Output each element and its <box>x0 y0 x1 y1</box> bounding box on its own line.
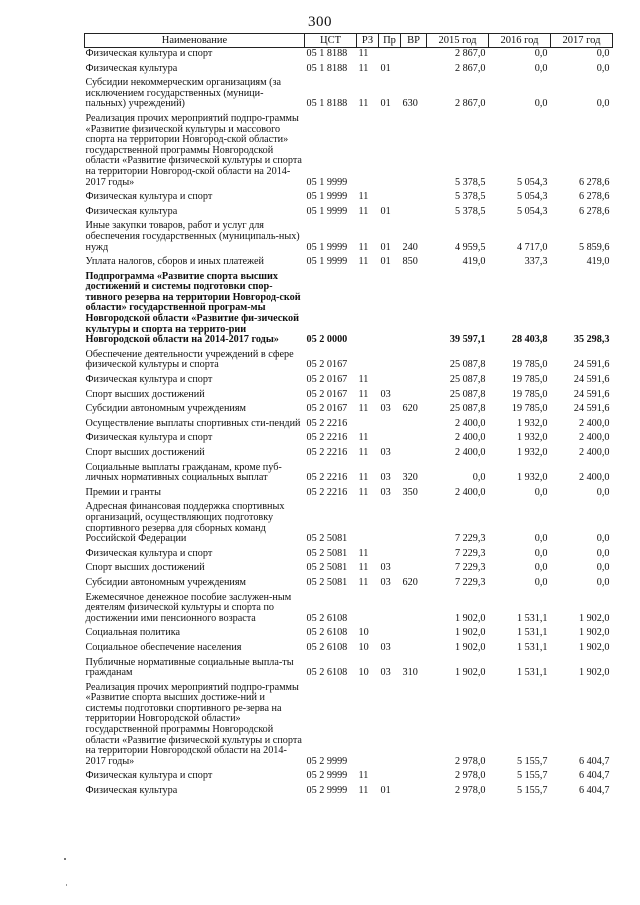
cell-pr <box>379 191 401 206</box>
cell-pr: 03 <box>380 667 391 679</box>
cell-2017: 0,0 <box>596 533 610 545</box>
table-row <box>85 77 613 113</box>
cell-rz: 11 <box>358 241 369 253</box>
cell-cst: 05 1 8188 <box>306 48 348 59</box>
cell-2017: 6 404,7 <box>578 785 610 797</box>
cell-name: Социальное обеспечение населения <box>85 641 242 653</box>
cell-cst: 05 2 0167 <box>306 403 348 415</box>
cell-vr <box>401 501 427 547</box>
cell-2016: 5 155,7 <box>516 755 548 767</box>
cell-rz: 11 <box>358 547 369 559</box>
cell-vr <box>401 349 427 374</box>
cell-rz: 11 <box>358 205 369 217</box>
cell-2016: 19 785,0 <box>511 388 548 400</box>
cell-pr: 03 <box>380 486 391 498</box>
cell-rz <box>357 113 379 191</box>
cell-name: Подпрограмма «Развитие спорта высших достижений и системы подготовки спор-тивного резерва на территории Новгород-ской области» государственной програм-мы Новгородской области «Развитие фи-зической культуры и спорта на террито-рии Новгородской области на 2014-2017 годы» <box>85 270 301 346</box>
cell-2015: 2 400,0 <box>454 417 486 429</box>
cell-vr: 850 <box>402 256 418 268</box>
cell-cst: 05 2 9999 <box>306 785 348 797</box>
cell-cst: 05 2 5081 <box>306 562 348 574</box>
cell-pr: 01 <box>380 62 391 74</box>
table-row <box>85 770 613 785</box>
table-row <box>85 487 613 502</box>
cell-pr <box>379 349 401 374</box>
cell-2017: 0,0 <box>596 547 610 559</box>
cell-2015: 25 087,8 <box>449 388 486 400</box>
cell-cst: 05 2 2216 <box>306 472 348 484</box>
cell-name: Иные закупки товаров, работ и услуг для обеспечения государственных (муниципаль-ных) нужд <box>85 220 300 253</box>
cell-name: Физическая культура и спорт <box>85 374 213 386</box>
cell-2015: 25 087,8 <box>449 403 486 415</box>
cell-name: Физическая культура и спорт <box>85 48 213 59</box>
cell-2017: 24 591,6 <box>573 388 610 400</box>
cell-2016: 5 054,3 <box>516 176 548 188</box>
cell-2017: 1 902,0 <box>578 641 610 653</box>
cell-2015: 39 597,1 <box>449 334 486 346</box>
cell-cst: 05 2 2216 <box>306 432 348 444</box>
cell-2017: 2 400,0 <box>578 447 610 458</box>
cell-vr <box>401 206 427 221</box>
cell-pr <box>379 418 401 433</box>
cell-cst: 05 2 5081 <box>306 576 348 588</box>
cell-vr <box>401 271 427 349</box>
cell-name: Уплата налогов, сборов и иных платежей <box>85 256 264 268</box>
cell-cst: 05 1 9999 <box>306 256 348 268</box>
cell-vr <box>401 627 427 642</box>
cell-vr: 240 <box>402 241 418 253</box>
cell-2016: 5 155,7 <box>516 770 548 782</box>
cell-2016: 0,0 <box>534 576 548 588</box>
cell-2017: 5 859,6 <box>578 241 610 253</box>
cell-name: Физическая культура и спорт <box>85 432 213 444</box>
table-row <box>85 206 613 221</box>
cell-pr <box>379 113 401 191</box>
cell-pr <box>379 374 401 389</box>
page-number: 300 <box>308 14 332 30</box>
cell-cst: 05 2 6108 <box>306 641 348 653</box>
scan-mark <box>64 858 66 860</box>
cell-name: Ежемесячное денежное пособие заслужен-ным деятелям физической культуры и спорта по достижении ими пенсионного возраста <box>85 591 292 624</box>
cell-2017: 35 298,3 <box>573 334 610 346</box>
cell-vr <box>401 63 427 78</box>
cell-name: Спорт высших достижений <box>85 562 205 574</box>
cell-2017: 0,0 <box>596 562 610 574</box>
table-row <box>85 462 613 487</box>
cell-pr <box>379 432 401 447</box>
cell-name: Реализация прочих мероприятий подпро-граммы «Развитие спорта высших достиже-ний и системы подготовки спортивного ре-зерва на территории Новгородской области» государственной программы Новгородской области «Развитие физической культуры и спорта на территории Новгородской области на 2014-2017 годы» <box>85 681 302 767</box>
cell-2017: 2 400,0 <box>578 472 610 484</box>
cell-rz: 11 <box>358 472 369 484</box>
cell-vr <box>401 770 427 785</box>
table-row <box>85 63 613 78</box>
cell-name: Физическая культура <box>85 62 178 74</box>
cell-cst: 05 1 8188 <box>306 98 348 110</box>
cell-2017: 419,0 <box>586 256 610 268</box>
cell-vr: 310 <box>402 667 418 679</box>
cell-2017: 0,0 <box>596 98 610 110</box>
table-row <box>85 113 613 191</box>
cell-name: Физическая культура и спорт <box>85 770 213 782</box>
cell-2015: 2 400,0 <box>454 432 486 444</box>
cell-pr <box>379 592 401 628</box>
cell-pr: 03 <box>380 562 391 574</box>
cell-2016: 5 054,3 <box>516 191 548 203</box>
cell-vr <box>401 432 427 447</box>
cell-rz: 10 <box>358 641 369 653</box>
cell-rz <box>357 592 379 628</box>
cell-cst: 05 2 9999 <box>306 770 348 782</box>
cell-rz: 11 <box>358 770 369 782</box>
cell-cst: 05 1 9999 <box>306 241 348 253</box>
cell-cst: 05 1 9999 <box>306 191 348 203</box>
cell-2017: 24 591,6 <box>573 403 610 415</box>
cell-name: Реализация прочих мероприятий подпро-граммы «Развитие физической культуры и массового спорта на территории Новгород-ской области» государственной программы Новгородской области «Развитие физической культуры и спорта на территории Новгород-ской области на 2014-2017 годы» <box>85 112 302 188</box>
cell-rz <box>357 271 379 349</box>
cell-2016: 1 932,0 <box>516 472 548 484</box>
cell-2015: 1 902,0 <box>454 667 486 679</box>
cell-rz: 10 <box>358 627 369 639</box>
table-row <box>85 271 613 349</box>
cell-2017: 6 404,7 <box>578 755 610 767</box>
cell-2017: 2 400,0 <box>578 432 610 444</box>
scan-mark <box>66 884 67 886</box>
table-row <box>85 374 613 389</box>
cell-2016: 0,0 <box>534 48 548 59</box>
cell-2017: 24 591,6 <box>573 359 610 371</box>
cell-2016: 19 785,0 <box>511 374 548 386</box>
cell-pr <box>379 548 401 563</box>
cell-vr <box>401 113 427 191</box>
header-cst: ЦСТ <box>305 34 357 48</box>
cell-2015: 2 867,0 <box>454 98 486 110</box>
cell-rz: 11 <box>358 447 369 458</box>
cell-cst: 05 2 2216 <box>306 447 348 458</box>
cell-pr: 03 <box>380 388 391 400</box>
cell-2015: 2 978,0 <box>454 755 486 767</box>
cell-2017: 6 278,6 <box>578 191 610 203</box>
cell-vr: 320 <box>402 472 418 484</box>
cell-cst: 05 2 6108 <box>306 667 348 679</box>
cell-2015: 5 378,5 <box>454 191 486 203</box>
cell-2016: 19 785,0 <box>511 403 548 415</box>
cell-2016: 28 403,8 <box>511 334 548 346</box>
cell-2017: 0,0 <box>596 486 610 498</box>
table-row <box>85 418 613 433</box>
table-row <box>85 657 613 682</box>
cell-cst: 05 1 9999 <box>306 176 348 188</box>
cell-2015: 419,0 <box>462 256 486 268</box>
cell-2016: 0,0 <box>534 486 548 498</box>
cell-rz: 10 <box>358 667 369 679</box>
table-body <box>85 48 613 800</box>
cell-rz: 11 <box>358 98 369 110</box>
cell-2015: 25 087,8 <box>449 359 486 371</box>
cell-rz: 11 <box>358 576 369 588</box>
cell-2017: 1 902,0 <box>578 667 610 679</box>
cell-2015: 7 229,3 <box>454 547 486 559</box>
cell-pr: 01 <box>380 785 391 797</box>
cell-cst: 05 2 0167 <box>306 374 348 386</box>
cell-rz: 11 <box>358 374 369 386</box>
cell-cst: 05 2 5081 <box>306 533 348 545</box>
cell-vr: 350 <box>402 486 418 498</box>
cell-cst: 05 2 0000 <box>306 334 348 346</box>
cell-2015: 1 902,0 <box>454 641 486 653</box>
cell-2017: 6 278,6 <box>578 176 610 188</box>
cell-vr: 620 <box>402 403 418 415</box>
cell-rz: 11 <box>358 388 369 400</box>
cell-vr: 630 <box>402 98 418 110</box>
cell-2016: 337,3 <box>524 256 548 268</box>
table-header-row <box>85 34 613 48</box>
cell-2016: 1 531,1 <box>516 667 548 679</box>
cell-2017: 2 400,0 <box>578 417 610 429</box>
cell-name: Обеспечение деятельности учреждений в сфере физической культуры и спорта <box>85 348 294 371</box>
cell-rz: 11 <box>358 191 369 203</box>
cell-2015: 2 400,0 <box>454 486 486 498</box>
cell-2015: 0,0 <box>472 472 486 484</box>
cell-rz: 11 <box>358 256 369 268</box>
cell-name: Субсидии автономным учреждениям <box>85 576 246 588</box>
cell-2017: 0,0 <box>596 576 610 588</box>
cell-name: Субсидии автономным учреждениям <box>85 403 246 415</box>
cell-2016: 0,0 <box>534 533 548 545</box>
budget-table <box>84 33 613 800</box>
table-row <box>85 592 613 628</box>
cell-rz: 11 <box>358 62 369 74</box>
cell-rz: 11 <box>358 403 369 415</box>
cell-rz <box>357 501 379 547</box>
table-row <box>85 548 613 563</box>
cell-pr: 03 <box>380 641 391 653</box>
cell-2015: 2 400,0 <box>454 447 486 458</box>
cell-pr: 01 <box>380 98 391 110</box>
table-row <box>85 349 613 374</box>
cell-vr <box>401 682 427 771</box>
cell-vr <box>401 191 427 206</box>
cell-name: Премии и гранты <box>85 486 161 498</box>
cell-2015: 5 378,5 <box>454 176 486 188</box>
table-row <box>85 432 613 447</box>
cell-2015: 4 959,5 <box>454 241 486 253</box>
cell-vr <box>401 548 427 563</box>
table-row <box>85 682 613 771</box>
cell-name: Физическая культура <box>85 205 178 217</box>
cell-2015: 7 229,3 <box>454 533 486 545</box>
cell-2015: 1 902,0 <box>454 612 486 624</box>
cell-vr <box>401 642 427 657</box>
cell-cst: 05 1 9999 <box>306 205 348 217</box>
cell-pr: 03 <box>380 576 391 588</box>
cell-cst: 05 2 0167 <box>306 359 348 371</box>
cell-name: Спорт высших достижений <box>85 388 205 400</box>
cell-pr <box>379 271 401 349</box>
cell-name: Осуществление выплаты спортивных сти-пендий <box>85 417 301 429</box>
header-2016: 2016 год <box>489 34 551 48</box>
cell-2015: 7 229,3 <box>454 562 486 574</box>
cell-name: Физическая культура и спорт <box>85 191 213 203</box>
cell-name: Субсидии некоммерческим организациям (за исключением государственных (муници-пальных) учреждений) <box>85 77 282 110</box>
cell-vr: 620 <box>402 576 418 588</box>
table-row <box>85 577 613 592</box>
cell-2016: 19 785,0 <box>511 359 548 371</box>
cell-rz <box>357 349 379 374</box>
table-row <box>85 562 613 577</box>
cell-cst: 05 2 2216 <box>306 417 348 429</box>
table-row <box>85 642 613 657</box>
table-row <box>85 627 613 642</box>
cell-pr <box>379 501 401 547</box>
table-row <box>85 403 613 418</box>
cell-rz <box>357 418 379 433</box>
cell-vr <box>401 418 427 433</box>
cell-pr: 03 <box>380 447 391 458</box>
cell-name: Социальные выплаты гражданам, кроме пуб-личных нормативных социальных выплат <box>85 461 282 484</box>
cell-2016: 1 531,1 <box>516 627 548 639</box>
cell-2016: 0,0 <box>534 562 548 574</box>
cell-pr <box>379 770 401 785</box>
cell-rz: 11 <box>358 432 369 444</box>
cell-2015: 7 229,3 <box>454 576 486 588</box>
cell-vr <box>401 562 427 577</box>
cell-2017: 1 902,0 <box>578 627 610 639</box>
header-2015: 2015 год <box>427 34 489 48</box>
cell-2016: 1 531,1 <box>516 612 548 624</box>
cell-pr <box>379 627 401 642</box>
cell-name: Спорт высших достижений <box>85 447 205 458</box>
cell-2017: 1 902,0 <box>578 612 610 624</box>
cell-rz <box>357 682 379 771</box>
table-row <box>85 220 613 256</box>
cell-2015: 2 978,0 <box>454 770 486 782</box>
cell-rz: 11 <box>358 48 369 59</box>
cell-pr: 03 <box>380 472 391 484</box>
cell-vr <box>401 785 427 800</box>
cell-name: Публичные нормативные социальные выпла-ты гражданам <box>85 656 294 679</box>
cell-2017: 24 591,6 <box>573 374 610 386</box>
cell-2016: 4 717,0 <box>516 241 548 253</box>
table-row <box>85 501 613 547</box>
cell-vr <box>401 48 427 63</box>
table-row <box>85 389 613 404</box>
cell-pr: 01 <box>380 205 391 217</box>
cell-2015: 5 378,5 <box>454 205 486 217</box>
cell-2016: 1 531,1 <box>516 641 548 653</box>
cell-2016: 0,0 <box>534 62 548 74</box>
cell-name: Социальная политика <box>85 627 181 639</box>
cell-pr: 01 <box>380 241 391 253</box>
cell-cst: 05 2 0167 <box>306 388 348 400</box>
header-pr: Пр <box>379 34 401 48</box>
cell-cst: 05 1 8188 <box>306 62 348 74</box>
cell-pr: 01 <box>380 256 391 268</box>
header-vr: ВР <box>401 34 427 48</box>
cell-vr <box>401 374 427 389</box>
cell-name: Адресная финансовая поддержка спортивных организаций, осуществляющих подготовку спортивного резерва для сборных команд Российской Федерации <box>85 501 285 545</box>
cell-rz: 11 <box>358 486 369 498</box>
budget-table-container <box>84 33 612 800</box>
cell-cst: 05 2 6108 <box>306 612 348 624</box>
cell-2017: 6 404,7 <box>578 770 610 782</box>
cell-2015: 1 902,0 <box>454 627 486 639</box>
cell-name: Физическая культура и спорт <box>85 547 213 559</box>
cell-2015: 2 978,0 <box>454 785 486 797</box>
cell-2017: 0,0 <box>596 62 610 74</box>
cell-2016: 0,0 <box>534 98 548 110</box>
cell-pr: 03 <box>380 403 391 415</box>
cell-cst: 05 2 2216 <box>306 486 348 498</box>
cell-pr <box>379 682 401 771</box>
cell-rz: 11 <box>358 785 369 797</box>
cell-2016: 0,0 <box>534 547 548 559</box>
cell-name: Физическая культура <box>85 785 178 797</box>
cell-2016: 5 155,7 <box>516 785 548 797</box>
cell-pr <box>379 48 401 63</box>
cell-2017: 6 278,6 <box>578 205 610 217</box>
cell-rz: 11 <box>358 562 369 574</box>
header-rz: РЗ <box>357 34 379 48</box>
cell-2016: 1 932,0 <box>516 432 548 444</box>
cell-2016: 1 932,0 <box>516 417 548 429</box>
table-row <box>85 447 613 462</box>
cell-cst: 05 2 9999 <box>306 755 348 767</box>
table-row <box>85 191 613 206</box>
cell-2015: 2 867,0 <box>454 48 486 59</box>
cell-cst: 05 2 6108 <box>306 627 348 639</box>
header-name: Наименование <box>85 34 305 48</box>
cell-2015: 25 087,8 <box>449 374 486 386</box>
table-row <box>85 256 613 271</box>
cell-2017: 0,0 <box>596 48 610 59</box>
cell-vr <box>401 389 427 404</box>
cell-vr <box>401 592 427 628</box>
cell-2016: 1 932,0 <box>516 447 548 458</box>
table-row <box>85 48 613 63</box>
header-2017: 2017 год <box>551 34 613 48</box>
cell-cst: 05 2 5081 <box>306 547 348 559</box>
cell-2016: 5 054,3 <box>516 205 548 217</box>
cell-vr <box>401 447 427 462</box>
table-row <box>85 785 613 800</box>
cell-2015: 2 867,0 <box>454 62 486 74</box>
